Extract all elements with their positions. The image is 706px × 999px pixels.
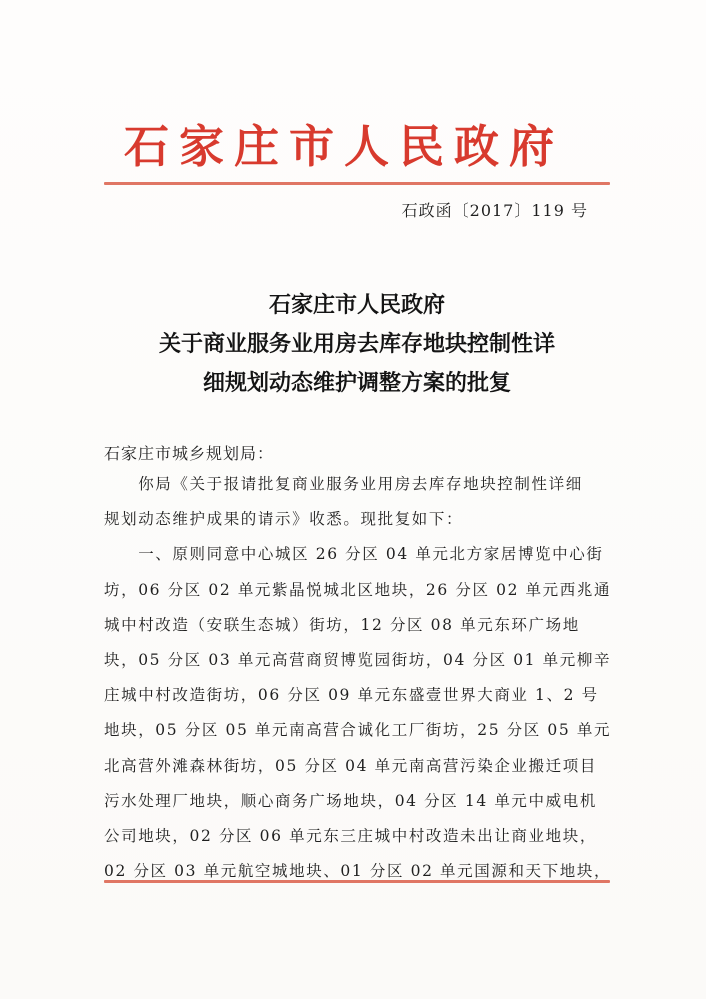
- title-line: 细规划动态维护调整方案的批复: [202, 370, 511, 396]
- body-line: 坊，06 分区 02 单元紫晶悦城北区地块，26 分区 02 单元西兆通: [104, 580, 612, 599]
- document-title: [104, 286, 610, 403]
- body-line: 规划动态维护成果的请示》收悉。现批复如下：: [104, 510, 464, 529]
- body-line: 地块，05 分区 05 单元南高营合诚化工厂街坊，25 分区 05 单元: [104, 721, 612, 740]
- red-divider-bottom: [104, 880, 610, 883]
- agency-masthead: 石家庄市人民政府: [123, 120, 564, 173]
- title-line: 石家庄市人民政府: [268, 292, 445, 318]
- body-line: 02 分区 03 单元航空城地块、01 分区 02 单元国源和天下地块，: [104, 862, 612, 881]
- body-line: 一、原则同意中心城区 26 分区 04 单元北方家居博览中心街: [104, 545, 604, 564]
- body-line: 北高营外滩森林街坊，05 分区 04 单元南高营污染企业搬迁项目: [104, 756, 597, 775]
- body-line: 公司地块，02 分区 06 单元东三庄城中村改造未出让商业地块，: [104, 827, 597, 846]
- title-line: 关于商业服务业用房去库存地块控制性详: [158, 331, 555, 357]
- body-line: 你局《关于报请批复商业服务业用房去库存地块控制性详细: [104, 475, 583, 493]
- body-line: 污水处理厂地块，顺心商务广场地块，04 分区 14 单元中威电机: [104, 791, 597, 810]
- letter-addressee: 石家庄市城乡规划局：: [104, 444, 275, 463]
- body-line: 块，05 分区 03 单元高营商贸博览园街坊，04 分区 01 单元柳辛: [104, 651, 612, 670]
- letter-body: [104, 467, 612, 889]
- body-line: 庄城中村改造街坊，06 分区 09 单元东盛壹世界大商业 1、2 号: [104, 686, 599, 705]
- document-number: 石政函〔2017〕119 号: [401, 201, 588, 220]
- body-line: 城中村改造（安联生态城）街坊，12 分区 08 单元东环广场地: [104, 615, 580, 634]
- red-divider-top: [104, 182, 610, 185]
